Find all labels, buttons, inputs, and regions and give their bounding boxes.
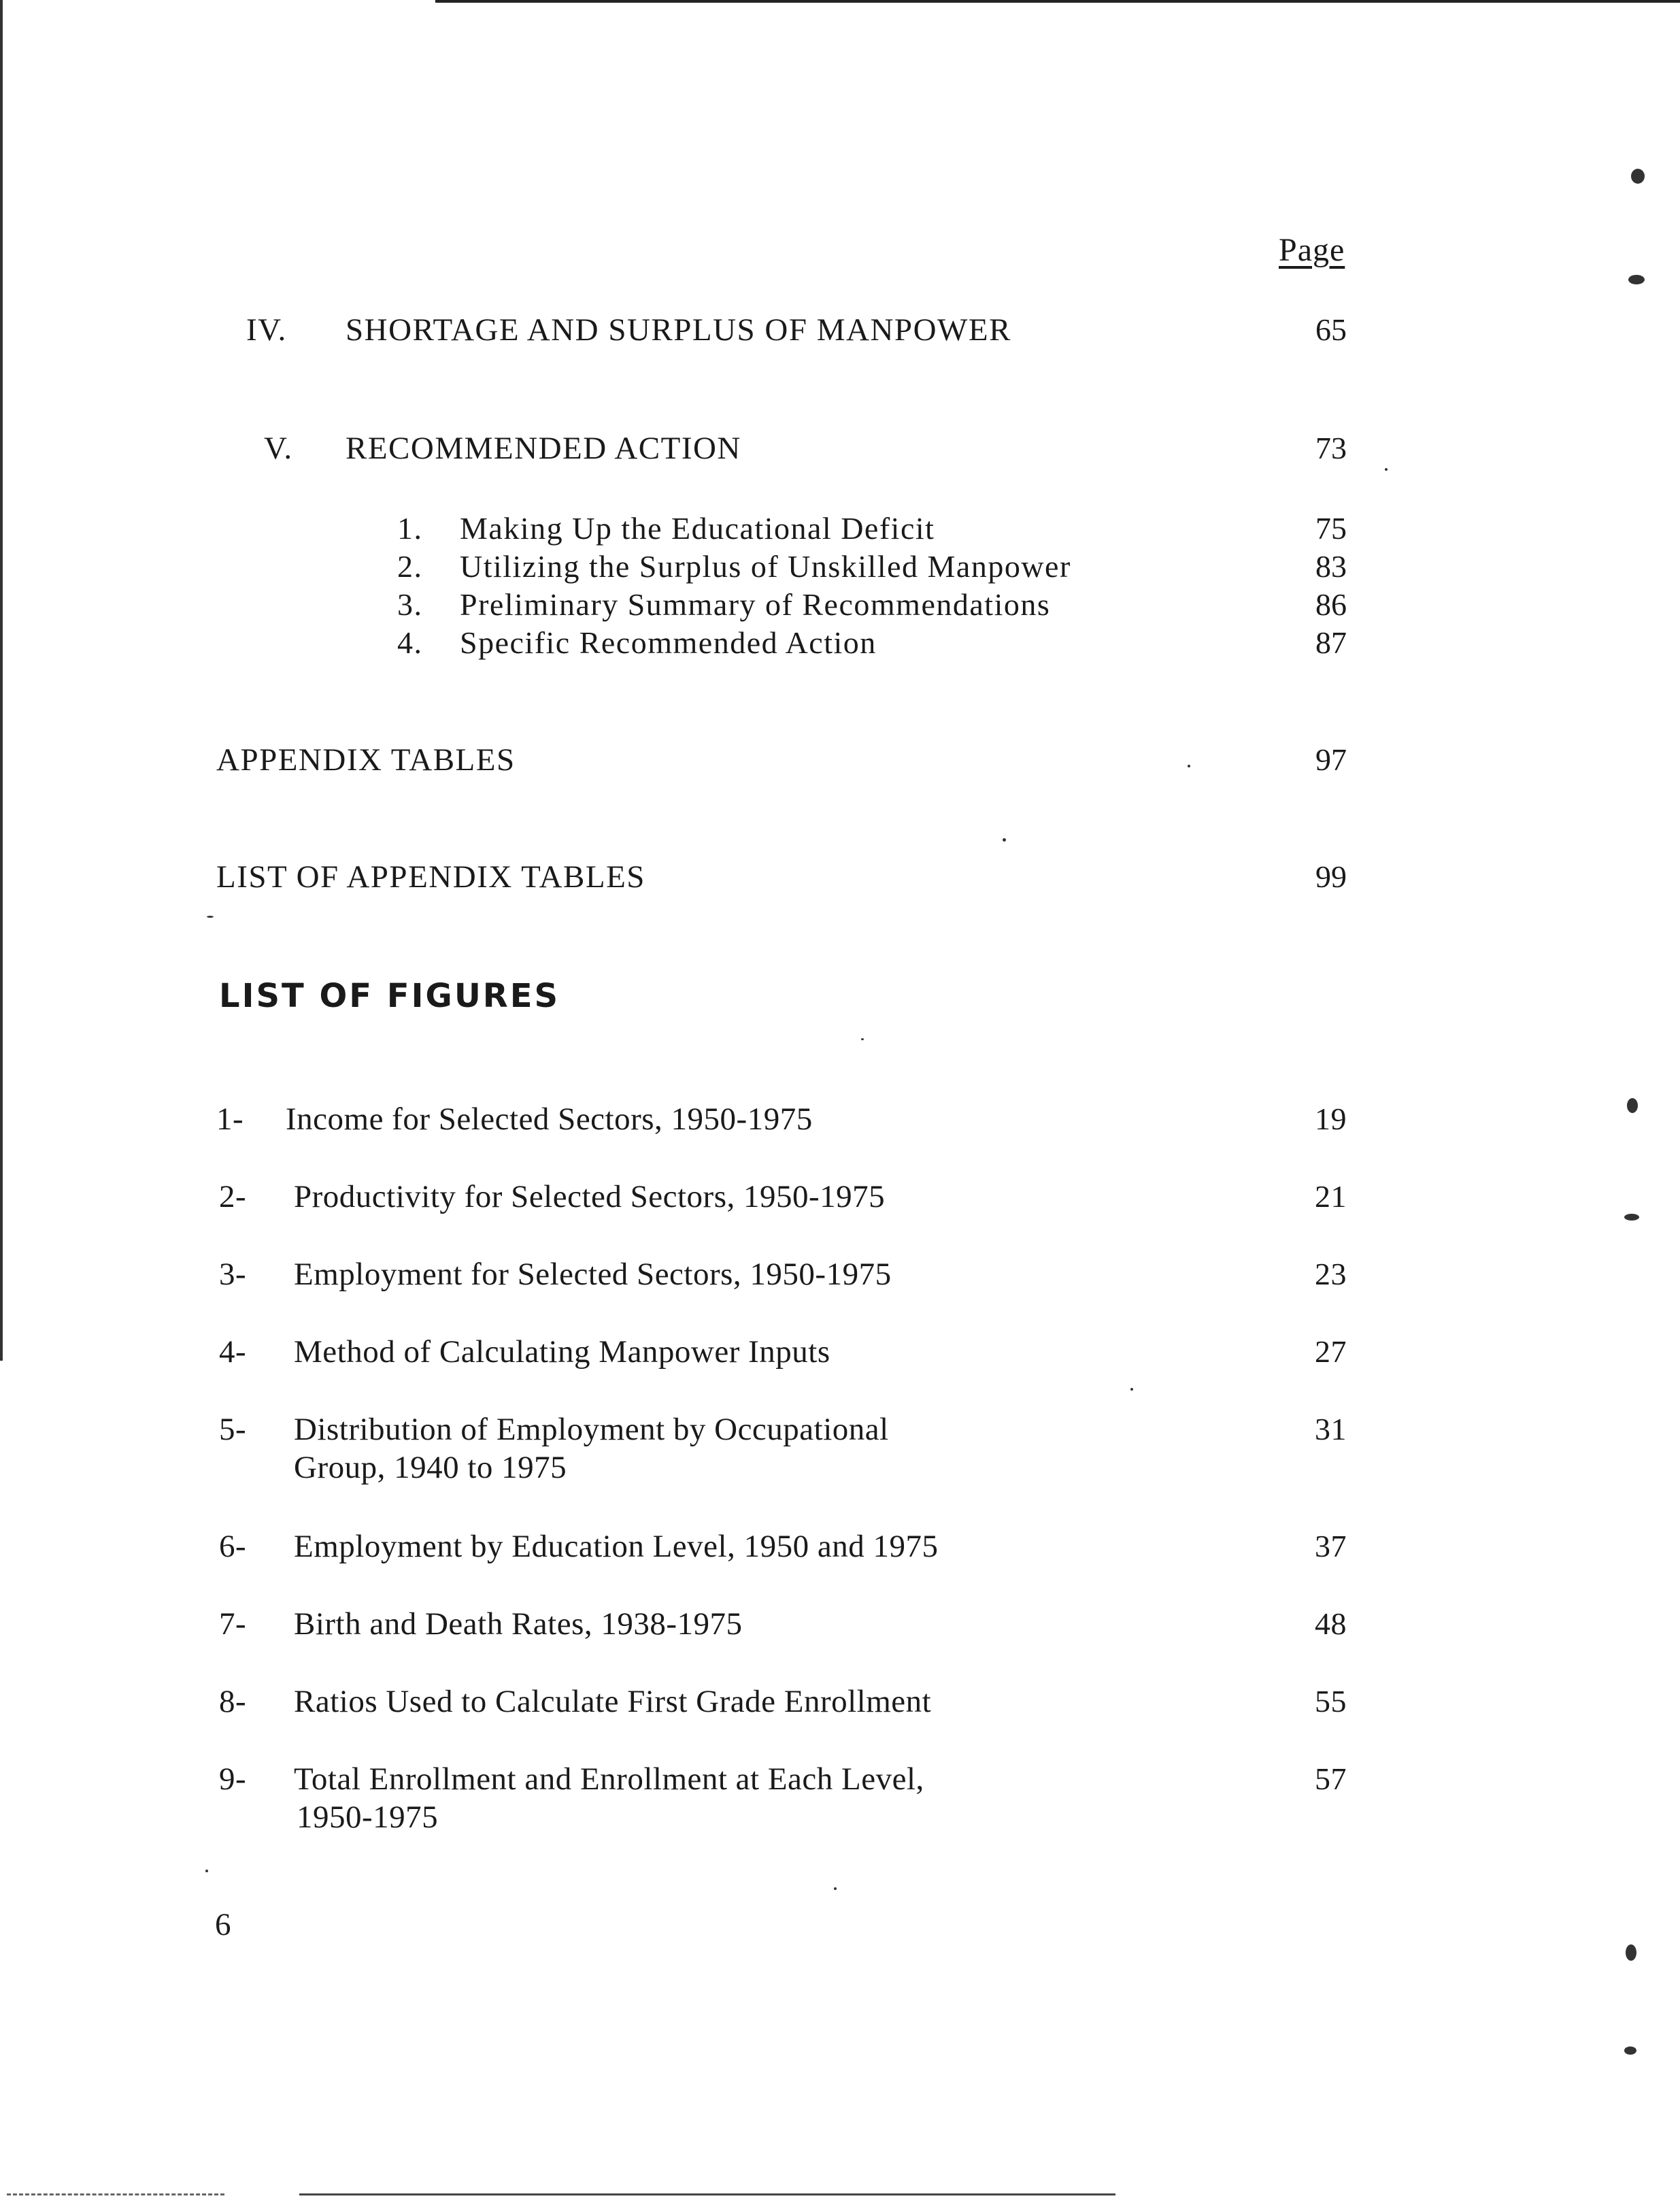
page-column-label: Page bbox=[1279, 232, 1345, 268]
subsection-title: Specific Recommended Action bbox=[460, 625, 877, 660]
figure-number: 7- bbox=[219, 1606, 247, 1642]
scan-border-bottom-dashed bbox=[7, 2193, 224, 2197]
scan-border-bottom bbox=[299, 2193, 1115, 2195]
scan-speck bbox=[1628, 275, 1645, 284]
scan-speck bbox=[834, 1887, 837, 1890]
figure-number: 2- bbox=[219, 1179, 247, 1214]
figure-number: 3- bbox=[219, 1257, 247, 1292]
subsection-title: Utilizing the Surplus of Unskilled Manpower bbox=[460, 549, 1071, 584]
scan-speck bbox=[1631, 169, 1645, 184]
figure-title: Ratios Used to Calculate First Grade Enrollment bbox=[294, 1684, 932, 1719]
scan-speck bbox=[207, 916, 214, 918]
subsection-title: Preliminary Summary of Recommendations bbox=[460, 587, 1051, 622]
chapter-title: SHORTAGE AND SURPLUS OF MANPOWER bbox=[346, 312, 1011, 348]
scan-speck bbox=[861, 1038, 864, 1040]
scan-border-top bbox=[435, 0, 1680, 3]
chapter-page: 73 bbox=[1315, 431, 1347, 465]
appendix-title: LIST OF APPENDIX TABLES bbox=[216, 859, 645, 895]
figure-number: 8- bbox=[219, 1684, 247, 1719]
subsection-number: 2. bbox=[397, 549, 423, 584]
figure-page: 55 bbox=[1315, 1684, 1347, 1719]
scan-speck bbox=[1130, 1388, 1133, 1391]
scan-border-left bbox=[0, 0, 3, 1361]
subsection-page: 83 bbox=[1315, 549, 1347, 584]
scan-speck bbox=[1188, 765, 1190, 767]
figure-title: Income for Selected Sectors, 1950-1975 bbox=[286, 1101, 813, 1137]
appendix-page: 99 bbox=[1315, 859, 1347, 894]
subsection-page: 86 bbox=[1315, 587, 1347, 622]
figure-title: Birth and Death Rates, 1938-1975 bbox=[294, 1606, 743, 1642]
figure-title: Total Enrollment and Enrollment at Each Level, bbox=[294, 1761, 924, 1797]
figure-page: 21 bbox=[1315, 1179, 1347, 1214]
figure-number: 6- bbox=[219, 1529, 247, 1564]
figure-page: 31 bbox=[1315, 1412, 1347, 1446]
scan-speck bbox=[1003, 838, 1006, 842]
figure-page: 57 bbox=[1315, 1761, 1347, 1796]
figure-title: Productivity for Selected Sectors, 1950-1975 bbox=[294, 1179, 886, 1214]
subsection-page: 75 bbox=[1315, 511, 1347, 546]
figure-title: Employment for Selected Sectors, 1950-1975 bbox=[294, 1257, 892, 1292]
figure-page: 27 bbox=[1315, 1334, 1347, 1369]
figure-title-continued: Group, 1940 to 1975 bbox=[294, 1450, 567, 1485]
figure-title: Employment by Education Level, 1950 and 1975 bbox=[294, 1529, 939, 1564]
scan-speck bbox=[1624, 1214, 1639, 1221]
figure-page: 37 bbox=[1315, 1529, 1347, 1563]
figure-number: 4- bbox=[219, 1334, 247, 1370]
scan-speck bbox=[1624, 2046, 1636, 2055]
chapter-number: IV. bbox=[246, 312, 287, 348]
scan-speck bbox=[1626, 1944, 1636, 1961]
figure-number: 5- bbox=[219, 1412, 247, 1447]
subsection-title: Making Up the Educational Deficit bbox=[460, 511, 935, 546]
chapter-page: 65 bbox=[1315, 312, 1347, 347]
page-number: 6 bbox=[215, 1907, 231, 1942]
subsection-page: 87 bbox=[1315, 625, 1347, 660]
figure-title: Method of Calculating Manpower Inputs bbox=[294, 1334, 830, 1370]
scan-speck bbox=[1627, 1098, 1638, 1113]
appendix-title: APPENDIX TABLES bbox=[216, 742, 516, 778]
scan-speck bbox=[205, 1870, 208, 1872]
figures-heading: LIST OF FIGURES bbox=[219, 977, 560, 1015]
subsection-number: 4. bbox=[397, 625, 423, 660]
figure-number: 1- bbox=[216, 1101, 244, 1137]
chapter-title: RECOMMENDED ACTION bbox=[346, 431, 741, 466]
figure-title-continued: 1950-1975 bbox=[297, 1800, 439, 1835]
chapter-number: V. bbox=[264, 431, 293, 466]
figure-title: Distribution of Employment by Occupational bbox=[294, 1412, 889, 1447]
figure-page: 19 bbox=[1315, 1101, 1347, 1136]
figure-page: 48 bbox=[1315, 1606, 1347, 1641]
appendix-page: 97 bbox=[1315, 742, 1347, 777]
subsection-number: 1. bbox=[397, 511, 423, 546]
figure-number: 9- bbox=[219, 1761, 247, 1797]
scan-speck bbox=[1385, 468, 1388, 471]
figure-page: 23 bbox=[1315, 1257, 1347, 1291]
subsection-number: 3. bbox=[397, 587, 423, 622]
